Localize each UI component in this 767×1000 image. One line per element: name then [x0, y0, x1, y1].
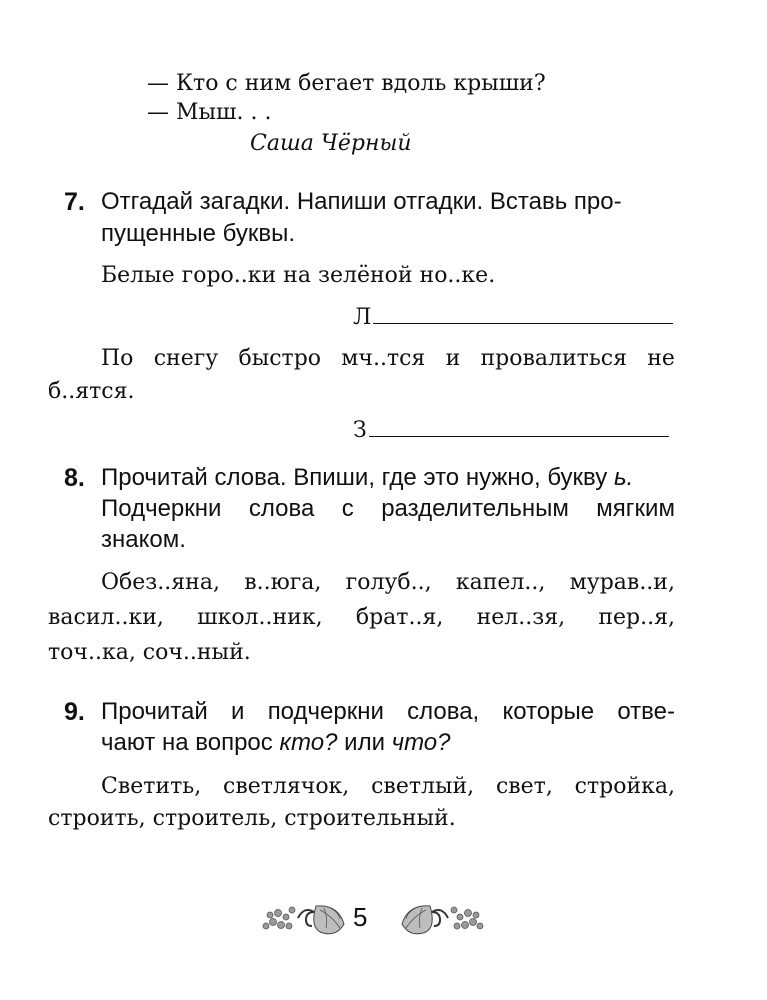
word-item: мурав..и,	[569, 570, 675, 595]
word-item: светлый,	[371, 774, 475, 799]
word-item: пер..я,	[598, 605, 675, 630]
task-9-instruction-line-1	[101, 698, 675, 726]
word-item: Светить,	[101, 774, 202, 799]
task-8-instruction-line-2	[101, 495, 675, 523]
task-7-number: 7.	[64, 188, 85, 216]
answer-2-blank[interactable]	[369, 416, 669, 437]
word-item: Обез..яна,	[101, 570, 220, 595]
task-7-instruction-line-1: Отгадай загадки. Напиши отгадки. Вставь про-	[101, 188, 622, 215]
instruction-word: отве-	[617, 698, 675, 725]
riddle-2-word: мч..тся	[341, 346, 426, 371]
task-9-words-line-2: строить, строитель, строительный.	[48, 806, 456, 831]
riddle-2-word: и	[445, 346, 461, 371]
task-9-instruction-line-2	[101, 729, 451, 757]
answer-line-2[interactable]	[353, 416, 669, 443]
instruction-word: которые	[502, 698, 595, 725]
word-item: в..юга,	[244, 570, 322, 595]
instruction-word: слова,	[407, 698, 480, 725]
task-7-instruction-line-2: пущенные буквы.	[101, 220, 295, 247]
task-8-soft-sign: ь.	[613, 464, 634, 491]
task-8-instruction-text: Прочитай слова. Впиши, где это нужно, букву	[101, 464, 608, 491]
word-item: светлячок,	[223, 774, 350, 799]
words-line-1	[101, 570, 675, 595]
riddle-2-word: быстро	[238, 346, 322, 371]
riddle-2-word: провалиться	[480, 346, 627, 371]
poem-line-1: — Кто с ним бегает вдоль крыши?	[147, 71, 546, 96]
instruction-word: Подчеркни	[101, 495, 222, 522]
instruction-word: слова	[248, 495, 315, 522]
word-item: капел..,	[455, 570, 546, 595]
instruction-word: Прочитай	[101, 698, 208, 725]
answer-1-blank[interactable]	[373, 303, 673, 324]
task-9-text-or: или	[344, 729, 385, 756]
page-number: 5	[353, 902, 368, 932]
answer-1-letter: Л	[353, 305, 372, 330]
word-item: брат..я,	[355, 605, 444, 630]
riddle-2-line-2: б..ятся.	[48, 379, 135, 404]
task-8-number: 8.	[64, 464, 85, 492]
word-item: голуб..,	[345, 570, 432, 595]
task-9-question-what: что?	[391, 729, 451, 756]
riddle-1: Белые горо..ки на зелёной но..ке.	[101, 263, 496, 288]
instruction-word: мягким	[596, 495, 675, 522]
riddle-2-word: не	[647, 346, 675, 371]
word-item: нел..зя,	[476, 605, 566, 630]
words-line-2	[48, 605, 675, 630]
task-9-words-line-1	[101, 774, 675, 799]
task-8-instruction-line-1	[101, 464, 633, 492]
words-line-3: точ..ка, соч..ный.	[48, 640, 251, 665]
riddle-2-line-1	[101, 346, 675, 371]
task-9-number: 9.	[64, 698, 85, 726]
left-floral-ornament-icon	[258, 896, 350, 940]
instruction-word: разделительным	[381, 495, 569, 522]
word-item: васил..ки,	[48, 605, 164, 630]
poem-line-2: — Мыш. . .	[147, 100, 272, 125]
instruction-word: с	[341, 495, 354, 522]
word-item: стройка,	[574, 774, 675, 799]
task-9-text: чают на вопрос	[101, 729, 273, 756]
word-item: свет,	[495, 774, 553, 799]
instruction-word: и	[231, 698, 245, 725]
task-8-instruction-line-3: знаком.	[101, 526, 186, 553]
riddle-2-word: По	[101, 346, 134, 371]
instruction-word: подчеркни	[267, 698, 384, 725]
right-floral-ornament-icon	[396, 896, 488, 940]
poem-author: Саша Чёрный	[250, 131, 412, 156]
riddle-2-word: снегу	[153, 346, 219, 371]
task-9-question-who: кто?	[279, 729, 338, 756]
answer-line-1[interactable]	[353, 303, 673, 330]
word-item: школ..ник,	[197, 605, 323, 630]
answer-2-letter: З	[353, 418, 367, 443]
